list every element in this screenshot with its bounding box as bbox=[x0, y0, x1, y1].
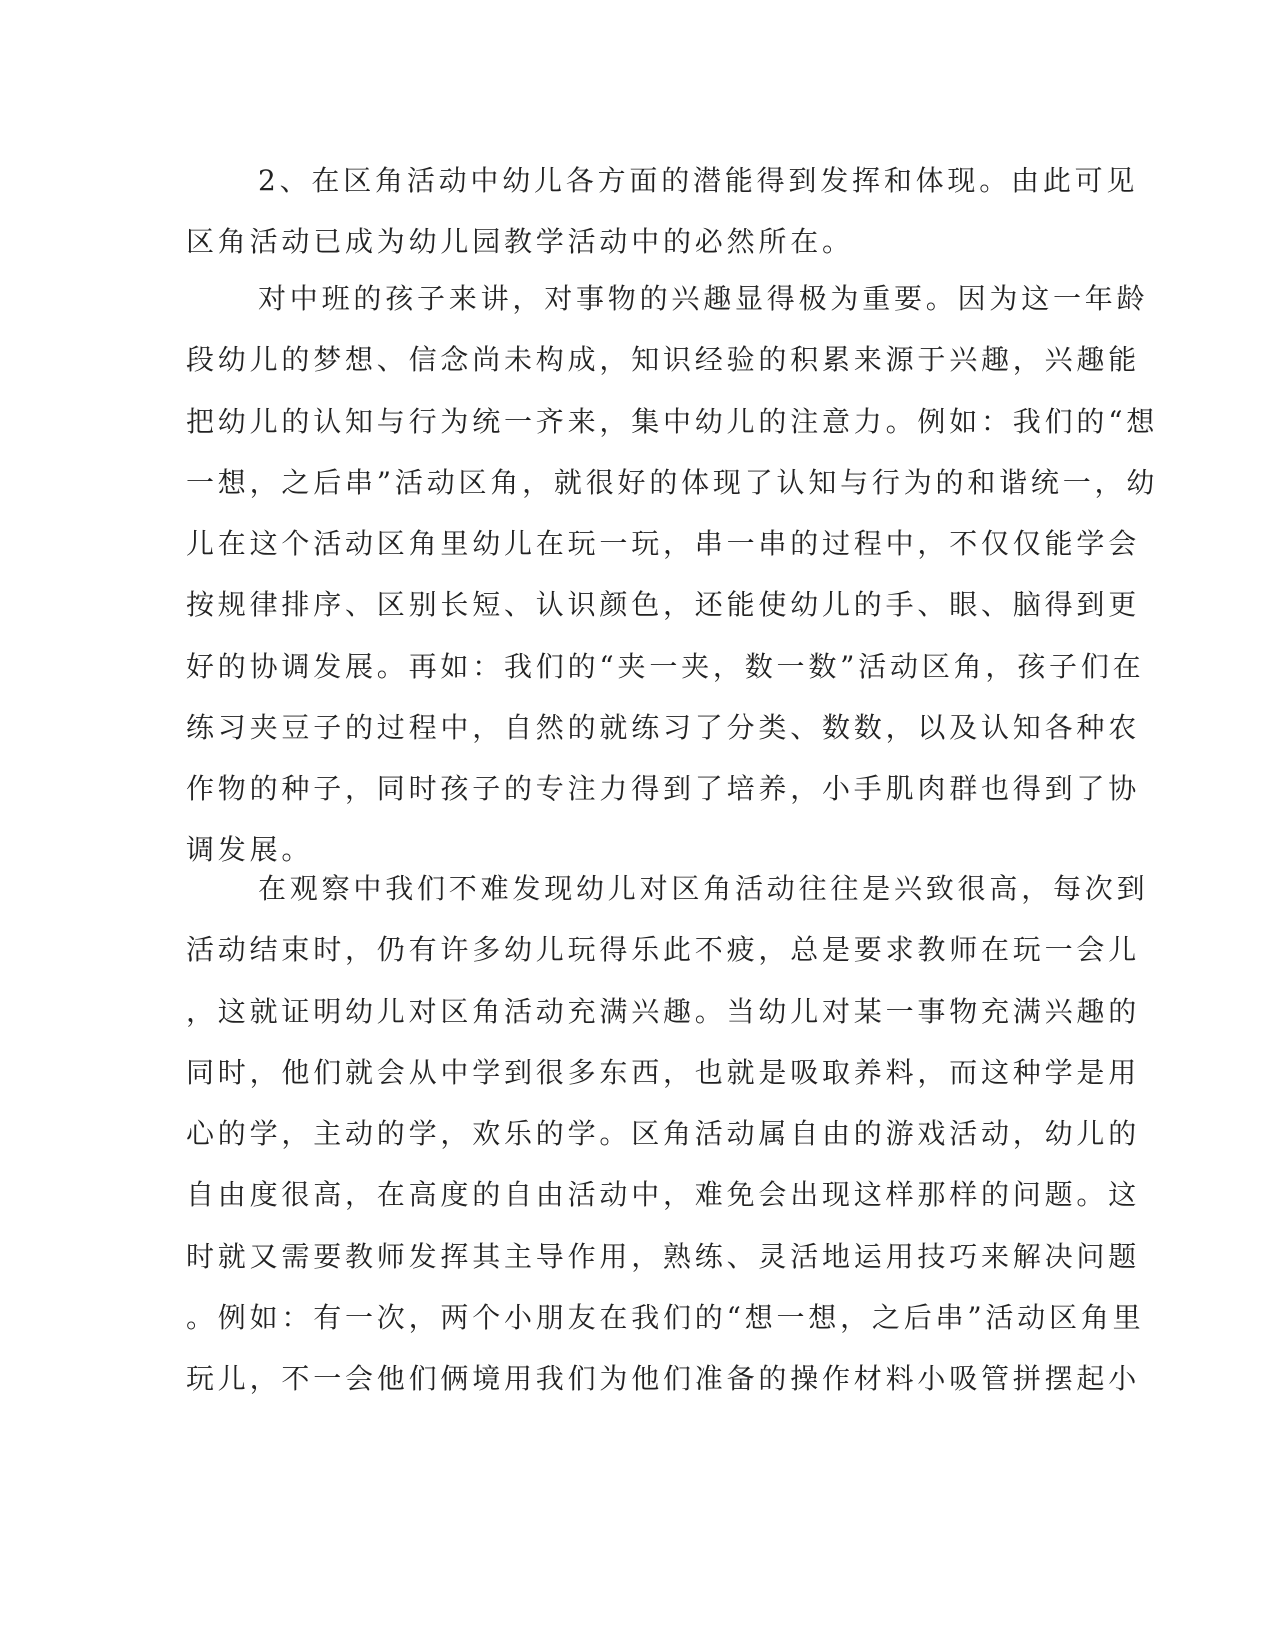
paragraph-line: 在观察中我们不难发现幼儿对区角活动往往是兴致很高，每次到 bbox=[258, 872, 1149, 905]
paragraph-line: 好的协调发展。再如：我们的“夹一夹，数一数”活动区角，孩子们在 bbox=[186, 649, 1145, 683]
paragraph-line: 心的学，主动的学，欢乐的学。区角活动属自由的游戏活动，幼儿的 bbox=[186, 1117, 1141, 1150]
paragraph-1 bbox=[186, 150, 1139, 273]
paragraph-line: 儿在这个活动区角里幼儿在玩一玩，串一串的过程中，不仅仅能学会 bbox=[186, 527, 1141, 560]
paragraph-line: 对中班的孩子来讲，对事物的兴趣显得极为重要。因为这一年龄 bbox=[258, 282, 1149, 315]
paragraph-line: 按规律排序、区别长短、认识颜色，还能使幼儿的手、眼、脑得到更 bbox=[186, 588, 1141, 622]
paragraph-2 bbox=[186, 268, 1159, 881]
paragraph-line: 段幼儿的梦想、信念尚未构成，知识经验的积累来源于兴趣，兴趣能 bbox=[186, 343, 1141, 377]
paragraph-line: 调发展。 bbox=[186, 833, 314, 867]
paragraph-line: 时就又需要教师发挥其主导作用，熟练、灵活地运用技巧来解决问题 bbox=[186, 1239, 1141, 1273]
paragraph-line: ，这就证明幼儿对区角活动充满兴趣。当幼儿对某一事物充满兴趣的 bbox=[186, 994, 1141, 1028]
paragraph-3 bbox=[186, 858, 1149, 1409]
paragraph-line: 练习夹豆子的过程中，自然的就练习了分类、数数，以及认知各种农 bbox=[186, 710, 1141, 744]
paragraph-line: 玩儿，不一会他们俩境用我们为他们准备的操作材料小吸管拼摆起小 bbox=[186, 1362, 1141, 1395]
paragraph-line: 作物的种子，同时孩子的专注力得到了培养，小手肌肉群也得到了协 bbox=[186, 772, 1141, 805]
paragraph-line: 把幼儿的认知与行为统一齐来，集中幼儿的注意力。例如：我们的“想 bbox=[186, 404, 1159, 438]
paragraph-line: 一想，之后串”活动区角，就很好的体现了认知与行为的和谐统一，幼 bbox=[186, 465, 1159, 499]
paragraph-line: 区角活动已成为幼儿园教学活动中的必然所在。 bbox=[186, 225, 854, 259]
paragraph-line: 同时，他们就会从中学到很多东西，也就是吸取养料，而这种学是用 bbox=[186, 1055, 1141, 1089]
paragraph-line: 2、在区角活动中幼儿各方面的潜能得到发挥和体现。由此可见 bbox=[258, 164, 1139, 197]
paragraph-line: 。例如：有一次，两个小朋友在我们的“想一想，之后串”活动区角里 bbox=[186, 1300, 1145, 1334]
paragraph-line: 自由度很高，在高度的自由活动中，难免会出现这样那样的问题。这 bbox=[186, 1178, 1141, 1212]
paragraph-line: 活动结束时，仍有许多幼儿玩得乐此不疲，总是要求教师在玩一会儿 bbox=[186, 933, 1141, 967]
